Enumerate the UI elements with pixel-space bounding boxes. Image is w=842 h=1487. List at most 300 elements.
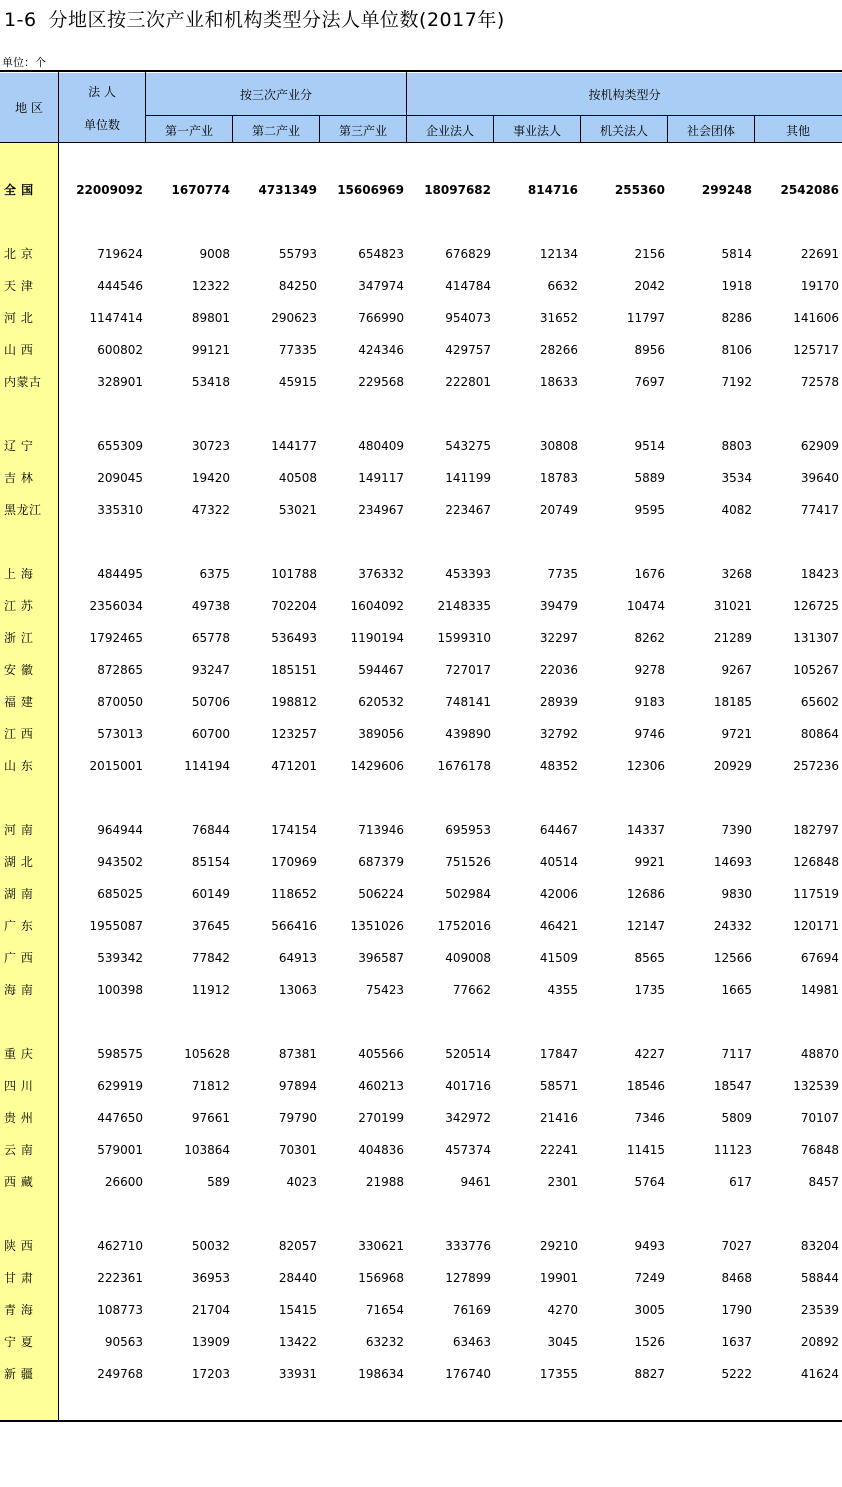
region-name: 广 东	[4, 919, 34, 933]
cell-value: 21289	[713, 631, 752, 645]
cell-value: 5222	[721, 1367, 752, 1381]
cell-value: 83204	[800, 1239, 839, 1253]
cell-value: 566416	[271, 919, 317, 933]
cell-value: 654823	[358, 247, 404, 261]
cell-value: 1735	[634, 983, 665, 997]
region-name: 上 海	[4, 567, 34, 581]
cell-value: 144177	[271, 439, 317, 453]
cell-value: 401716	[445, 1079, 491, 1093]
cell-value: 1665	[721, 983, 752, 997]
cell-value: 539342	[97, 951, 143, 965]
cell-value: 766990	[358, 311, 404, 325]
cell-value: 33931	[278, 1367, 317, 1381]
cell-value: 125717	[793, 343, 839, 357]
cell-value: 60700	[191, 727, 230, 741]
cell-value: 80864	[800, 727, 839, 741]
cell-value: 18423	[800, 567, 839, 581]
cell-value: 20749	[539, 503, 578, 517]
cell-value: 676829	[445, 247, 491, 261]
cell-value: 12686	[626, 887, 665, 901]
cell-value: 76844	[191, 823, 230, 837]
cell-value: 4227	[634, 1047, 665, 1061]
cell-value: 439890	[445, 727, 491, 741]
cell-value: 58571	[539, 1079, 578, 1093]
cell-value: 149117	[358, 471, 404, 485]
region-column-divider	[58, 72, 59, 1420]
cell-value: 22241	[539, 1143, 578, 1157]
cell-value: 39640	[800, 471, 839, 485]
region-name: 福 建	[4, 695, 34, 709]
cell-value: 103864	[184, 1143, 230, 1157]
cell-value: 18633	[539, 375, 578, 389]
table-row	[0, 308, 842, 328]
table-row	[0, 500, 842, 520]
cell-value: 50706	[191, 695, 230, 709]
cell-value: 97894	[278, 1079, 317, 1093]
cell-value: 18783	[539, 471, 578, 485]
cell-value: 629919	[97, 1079, 143, 1093]
cell-value: 3268	[721, 567, 752, 581]
cell-value: 447650	[97, 1111, 143, 1125]
region-name: 重 庆	[4, 1047, 34, 1061]
cell-value: 4023	[286, 1175, 317, 1189]
cell-value: 964944	[97, 823, 143, 837]
table-row	[0, 1268, 842, 1288]
table-row	[0, 1364, 842, 1384]
cell-value: 954073	[445, 311, 491, 325]
cell-value: 1955087	[89, 919, 143, 933]
cell-value: 63232	[365, 1335, 404, 1349]
cell-value: 751526	[445, 855, 491, 869]
cell-value: 1351026	[350, 919, 404, 933]
cell-value: 598575	[97, 1047, 143, 1061]
cell-value: 18547	[713, 1079, 752, 1093]
cell-value: 31021	[713, 599, 752, 613]
cell-value: 23539	[800, 1303, 839, 1317]
cell-value: 75423	[365, 983, 404, 997]
cell-value: 118652	[271, 887, 317, 901]
cell-value: 249768	[97, 1367, 143, 1381]
cell-value: 84250	[278, 279, 317, 293]
cell-value: 655309	[97, 439, 143, 453]
cell-value: 11797	[626, 311, 665, 325]
cell-value: 471201	[271, 759, 317, 773]
cell-value: 198812	[271, 695, 317, 709]
header-legal-bottom: 单位数	[83, 118, 120, 132]
table-row	[0, 948, 842, 968]
cell-value: 114194	[184, 759, 230, 773]
cell-value: 123257	[271, 727, 317, 741]
cell-value: 11415	[626, 1143, 665, 1157]
cell-value: 18546	[626, 1079, 665, 1093]
cell-value: 13422	[278, 1335, 317, 1349]
cell-value: 453393	[445, 567, 491, 581]
table-row	[0, 372, 842, 392]
table-number: 1-6	[4, 9, 37, 31]
cell-value: 8262	[634, 631, 665, 645]
region-name: 湖 北	[4, 855, 34, 869]
cell-value: 40508	[278, 471, 317, 485]
cell-value: 141606	[793, 311, 839, 325]
cell-value: 943502	[97, 855, 143, 869]
cell-value: 1676178	[437, 759, 491, 773]
table-row	[0, 1076, 842, 1096]
header-bottom-rule	[0, 142, 842, 143]
cell-value: 77417	[800, 503, 839, 517]
cell-value: 6375	[199, 567, 230, 581]
cell-value: 131307	[793, 631, 839, 645]
cell-value: 405566	[358, 1047, 404, 1061]
region-name: 江 苏	[4, 599, 34, 613]
cell-value: 4731349	[258, 183, 317, 197]
cell-value: 19420	[191, 471, 230, 485]
cell-value: 429757	[445, 343, 491, 357]
cell-value: 29210	[539, 1239, 578, 1253]
table-row	[0, 660, 842, 680]
cell-value: 2356034	[89, 599, 143, 613]
table-row	[0, 1044, 842, 1064]
region-name: 青 海	[4, 1303, 34, 1317]
cell-value: 176740	[445, 1367, 491, 1381]
header-region: 地 区	[15, 101, 43, 115]
cell-value: 457374	[445, 1143, 491, 1157]
region-name: 浙 江	[4, 631, 34, 645]
cell-value: 460213	[358, 1079, 404, 1093]
cell-value: 100398	[97, 983, 143, 997]
cell-value: 127899	[445, 1271, 491, 1285]
table-row	[0, 1172, 842, 1192]
cell-value: 2042	[634, 279, 665, 293]
cell-value: 12322	[191, 279, 230, 293]
cell-value: 87381	[278, 1047, 317, 1061]
cell-value: 39479	[539, 599, 578, 613]
cell-value: 2542086	[780, 183, 839, 197]
cell-value: 330621	[358, 1239, 404, 1253]
cell-value: 5764	[634, 1175, 665, 1189]
cell-value: 234967	[358, 503, 404, 517]
cell-value: 9921	[634, 855, 665, 869]
cell-value: 53418	[191, 375, 230, 389]
cell-value: 257236	[793, 759, 839, 773]
cell-value: 1670774	[171, 183, 230, 197]
cell-value: 48870	[800, 1047, 839, 1061]
cell-value: 2156	[634, 247, 665, 261]
cell-value: 589	[207, 1175, 230, 1189]
table-row	[0, 820, 842, 840]
cell-value: 12566	[713, 951, 752, 965]
cell-value: 32792	[539, 727, 578, 741]
region-name: 甘 肃	[4, 1271, 34, 1285]
cell-value: 12306	[626, 759, 665, 773]
cell-value: 7735	[547, 567, 578, 581]
cell-value: 620532	[358, 695, 404, 709]
cell-value: 11912	[191, 983, 230, 997]
table-row	[0, 756, 842, 776]
cell-value: 28440	[278, 1271, 317, 1285]
cell-value: 9721	[721, 727, 752, 741]
header-by-institution: 按机构类型分	[588, 88, 661, 102]
cell-value: 72578	[800, 375, 839, 389]
table-row	[0, 244, 842, 264]
cell-value: 31652	[539, 311, 578, 325]
cell-value: 77335	[278, 343, 317, 357]
cell-value: 105628	[184, 1047, 230, 1061]
cell-value: 600802	[97, 343, 143, 357]
cell-value: 30808	[539, 439, 578, 453]
region-column-background	[0, 143, 58, 1420]
cell-value: 719624	[97, 247, 143, 261]
cell-value: 424346	[358, 343, 404, 357]
cell-value: 120171	[793, 919, 839, 933]
cell-value: 702204	[271, 599, 317, 613]
table-row	[0, 1300, 842, 1320]
cell-value: 8286	[721, 311, 752, 325]
cell-value: 347974	[358, 279, 404, 293]
header-sub-tertiary: 第三产业	[338, 124, 387, 138]
cell-value: 872865	[97, 663, 143, 677]
region-name: 江 西	[4, 727, 34, 741]
cell-value: 37645	[191, 919, 230, 933]
region-name: 安 徽	[4, 663, 34, 677]
cell-value: 5809	[721, 1111, 752, 1125]
cell-value: 333776	[445, 1239, 491, 1253]
region-name: 云 南	[4, 1143, 34, 1157]
cell-value: 299248	[701, 183, 752, 197]
cell-value: 67694	[800, 951, 839, 965]
cell-value: 9746	[634, 727, 665, 741]
table-row	[0, 276, 842, 296]
cell-value: 1792465	[89, 631, 143, 645]
cell-value: 62909	[800, 439, 839, 453]
cell-value: 506224	[358, 887, 404, 901]
cell-value: 105267	[793, 663, 839, 677]
cell-value: 414784	[445, 279, 491, 293]
region-name: 四 川	[4, 1079, 34, 1093]
unit-label: 单位：个	[2, 56, 46, 69]
cell-value: 12147	[626, 919, 665, 933]
cell-value: 8468	[721, 1271, 752, 1285]
cell-value: 24332	[713, 919, 752, 933]
table-row	[0, 692, 842, 712]
cell-value: 1676	[634, 567, 665, 581]
header-sub-social: 社会团体	[686, 124, 735, 138]
cell-value: 63463	[452, 1335, 491, 1349]
region-name: 山 东	[4, 759, 34, 773]
cell-value: 520514	[445, 1047, 491, 1061]
cell-value: 223467	[445, 503, 491, 517]
cell-value: 573013	[97, 727, 143, 741]
cell-value: 48352	[539, 759, 578, 773]
cell-value: 9461	[460, 1175, 491, 1189]
page-title	[4, 5, 505, 32]
cell-value: 8457	[808, 1175, 839, 1189]
cell-value: 60149	[191, 887, 230, 901]
cell-value: 389056	[358, 727, 404, 741]
cell-value: 22009092	[76, 183, 143, 197]
table-row	[0, 468, 842, 488]
cell-value: 7390	[721, 823, 752, 837]
cell-value: 77842	[191, 951, 230, 965]
cell-value: 141199	[445, 471, 491, 485]
table-row	[0, 884, 842, 904]
cell-value: 748141	[445, 695, 491, 709]
cell-value: 290623	[271, 311, 317, 325]
cell-value: 198634	[358, 1367, 404, 1381]
cell-value: 480409	[358, 439, 404, 453]
cell-value: 9595	[634, 503, 665, 517]
cell-value: 26600	[104, 1175, 143, 1189]
cell-value: 28939	[539, 695, 578, 709]
header-sub-government: 机关法人	[599, 124, 648, 138]
table-row	[0, 1332, 842, 1352]
cell-value: 64467	[539, 823, 578, 837]
cell-value: 11123	[713, 1143, 752, 1157]
cell-value: 22036	[539, 663, 578, 677]
cell-value: 182797	[793, 823, 839, 837]
cell-value: 21704	[191, 1303, 230, 1317]
cell-value: 58844	[800, 1271, 839, 1285]
cell-value: 4270	[547, 1303, 578, 1317]
cell-value: 13063	[278, 983, 317, 997]
cell-value: 126725	[793, 599, 839, 613]
header-sub-secondary: 第二产业	[251, 124, 300, 138]
total-row	[0, 180, 842, 200]
cell-value: 328901	[97, 375, 143, 389]
cell-value: 814716	[527, 183, 578, 197]
cell-value: 7697	[634, 375, 665, 389]
cell-value: 7117	[721, 1047, 752, 1061]
table-row	[0, 980, 842, 1000]
cell-value: 502984	[445, 887, 491, 901]
cell-value: 536493	[271, 631, 317, 645]
cell-value: 174154	[271, 823, 317, 837]
cell-value: 185151	[271, 663, 317, 677]
cell-value: 209045	[97, 471, 143, 485]
region-name: 辽 宁	[4, 439, 34, 453]
cell-value: 10474	[626, 599, 665, 613]
region-name: 河 北	[4, 311, 34, 325]
cell-value: 89801	[191, 311, 230, 325]
table-row	[0, 1236, 842, 1256]
region-name: 山 西	[4, 343, 34, 357]
cell-value: 41624	[800, 1367, 839, 1381]
cell-value: 8827	[634, 1367, 665, 1381]
table-title: 分地区按三次产业和机构类型分法人单位数(2017年)	[48, 9, 505, 31]
region-name: 湖 南	[4, 887, 34, 901]
cell-value: 1190194	[350, 631, 404, 645]
cell-value: 7027	[721, 1239, 752, 1253]
cell-value: 5889	[634, 471, 665, 485]
cell-value: 222801	[445, 375, 491, 389]
cell-value: 22691	[800, 247, 839, 261]
cell-value: 14693	[713, 855, 752, 869]
cell-value: 90563	[104, 1335, 143, 1349]
cell-value: 8106	[721, 343, 752, 357]
region-name: 河 南	[4, 823, 34, 837]
cell-value: 1752016	[437, 919, 491, 933]
cell-value: 687379	[358, 855, 404, 869]
cell-value: 70301	[278, 1143, 317, 1157]
cell-value: 3534	[721, 471, 752, 485]
cell-value: 65778	[191, 631, 230, 645]
cell-value: 3045	[547, 1335, 578, 1349]
cell-value: 82057	[278, 1239, 317, 1253]
cell-value: 579001	[97, 1143, 143, 1157]
cell-value: 14337	[626, 823, 665, 837]
region-name: 贵 州	[4, 1111, 34, 1125]
cell-value: 9278	[634, 663, 665, 677]
cell-value: 1599310	[437, 631, 491, 645]
cell-value: 727017	[445, 663, 491, 677]
cell-value: 42006	[539, 887, 578, 901]
cell-value: 404836	[358, 1143, 404, 1157]
cell-value: 685025	[97, 887, 143, 901]
region-name: 内蒙古	[4, 375, 42, 389]
cell-value: 396587	[358, 951, 404, 965]
cell-value: 45915	[278, 375, 317, 389]
cell-value: 15606969	[337, 183, 404, 197]
cell-value: 156968	[358, 1271, 404, 1285]
cell-value: 8956	[634, 343, 665, 357]
cell-value: 50032	[191, 1239, 230, 1253]
cell-value: 117519	[793, 887, 839, 901]
cell-value: 49738	[191, 599, 230, 613]
cell-value: 617	[729, 1175, 752, 1189]
cell-value: 19170	[800, 279, 839, 293]
cell-value: 97661	[191, 1111, 230, 1125]
cell-value: 46421	[539, 919, 578, 933]
cell-value: 17847	[539, 1047, 578, 1061]
region-name: 宁 夏	[4, 1335, 34, 1349]
cell-value: 20892	[800, 1335, 839, 1349]
cell-value: 1604092	[350, 599, 404, 613]
cell-value: 484495	[97, 567, 143, 581]
cell-value: 76169	[452, 1303, 491, 1317]
cell-value: 70107	[800, 1111, 839, 1125]
cell-value: 15415	[278, 1303, 317, 1317]
cell-value: 40514	[539, 855, 578, 869]
cell-value: 85154	[191, 855, 230, 869]
table-row	[0, 628, 842, 648]
region-name: 海 南	[4, 983, 34, 997]
cell-value: 21988	[365, 1175, 404, 1189]
cell-value: 21416	[539, 1111, 578, 1125]
cell-value: 1147414	[89, 311, 143, 325]
cell-value: 3005	[634, 1303, 665, 1317]
region-name: 陕 西	[4, 1239, 34, 1253]
cell-value: 19901	[539, 1271, 578, 1285]
header-legal-top: 法 人	[88, 85, 116, 99]
cell-value: 870050	[97, 695, 143, 709]
region-name: 新 疆	[4, 1367, 34, 1381]
table-row	[0, 340, 842, 360]
cell-value: 99121	[191, 343, 230, 357]
cell-value: 64913	[278, 951, 317, 965]
region-name: 广 西	[4, 951, 34, 965]
cell-value: 376332	[358, 567, 404, 581]
cell-value: 1429606	[350, 759, 404, 773]
cell-value: 7346	[634, 1111, 665, 1125]
region-name: 西 藏	[4, 1175, 34, 1189]
cell-value: 47322	[191, 503, 230, 517]
cell-value: 17203	[191, 1367, 230, 1381]
cell-value: 1526	[634, 1335, 665, 1349]
table-row	[0, 596, 842, 616]
cell-value: 126848	[793, 855, 839, 869]
cell-value: 695953	[445, 823, 491, 837]
cell-value: 13909	[191, 1335, 230, 1349]
cell-value: 6632	[547, 279, 578, 293]
